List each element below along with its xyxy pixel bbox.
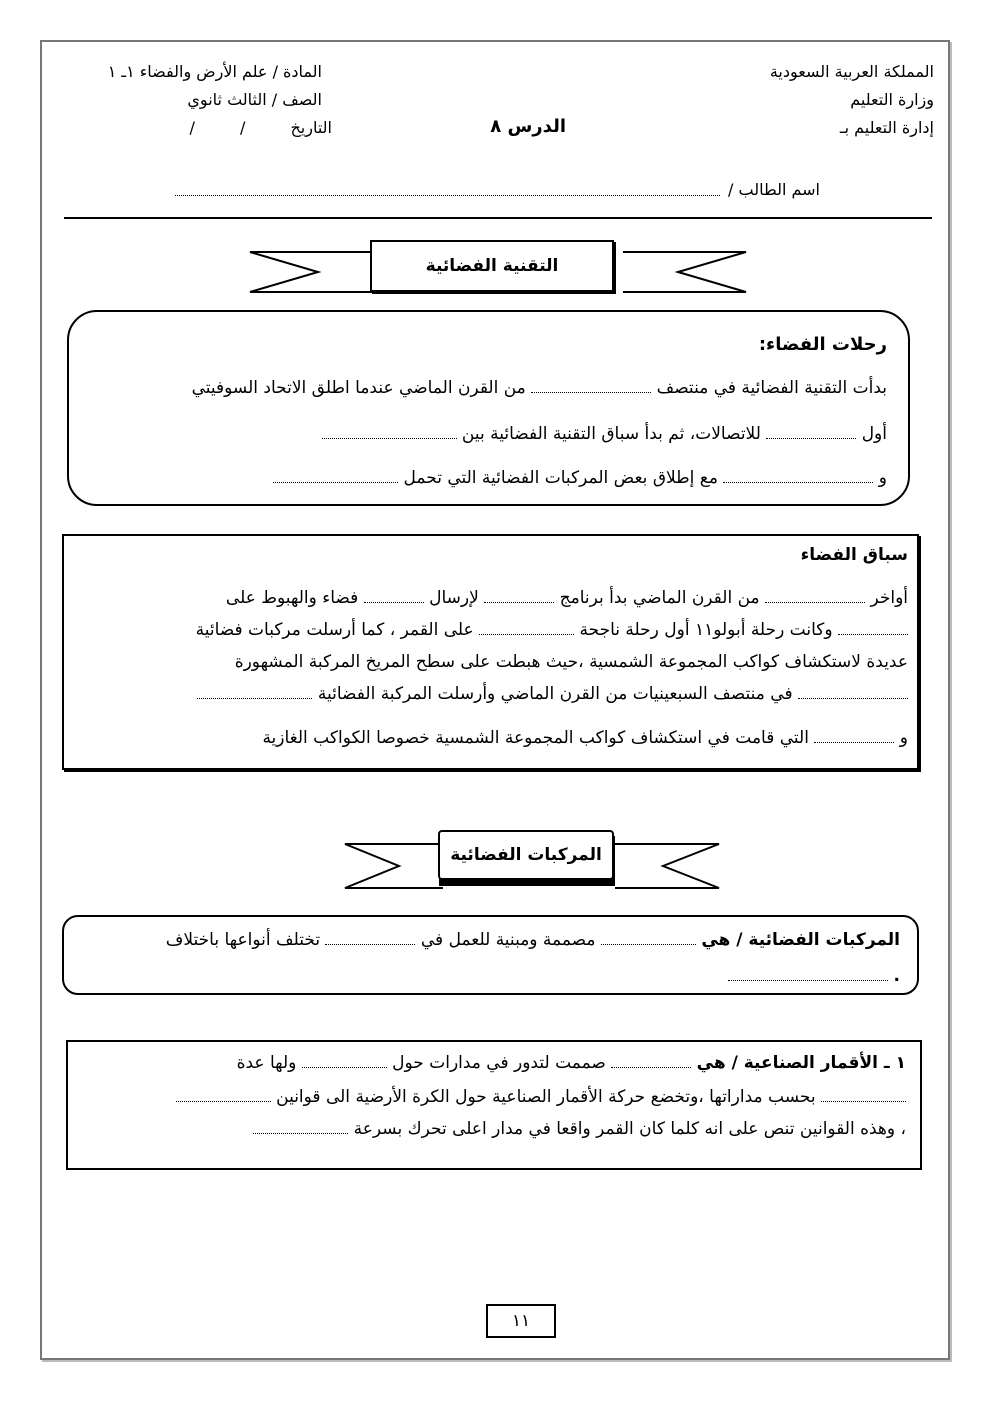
spacecraft-line-1: المركبات الفضائية / هي مصممة ومبنية للعمل في تختلف أنواعها باختلاف bbox=[165, 930, 900, 950]
student-name-field[interactable] bbox=[175, 185, 720, 196]
header-ministry: وزارة التعليم bbox=[850, 90, 934, 109]
banner-title-spacecraft: المركبات الفضائية bbox=[438, 830, 614, 880]
student-name-label: اسم الطالب / bbox=[728, 180, 820, 199]
blank-field[interactable] bbox=[798, 686, 908, 699]
blank-field[interactable] bbox=[531, 380, 651, 393]
spacecraft-line-2: . bbox=[728, 966, 900, 986]
space-trips-heading: رحلات الفضاء: bbox=[758, 334, 887, 355]
satellites-line-2: بحسب مداراتها ،وتخضع حركة الأقمار الصناعية حول الكرة الأرضية الى قوانين bbox=[176, 1087, 906, 1107]
blank-field[interactable] bbox=[723, 470, 873, 483]
blank-field[interactable] bbox=[611, 1055, 691, 1068]
space-trips-line-3: و مع إطلاق بعض المركبات الفضائية التي تحمل bbox=[273, 468, 887, 488]
blank-field[interactable] bbox=[479, 622, 574, 635]
blank-field[interactable] bbox=[302, 1055, 387, 1068]
blank-field[interactable] bbox=[325, 932, 415, 945]
blank-field[interactable] bbox=[364, 590, 424, 603]
blank-field[interactable] bbox=[322, 426, 457, 439]
blank-field[interactable] bbox=[176, 1089, 271, 1102]
page-number: ١١ bbox=[486, 1304, 556, 1338]
blank-field[interactable] bbox=[728, 968, 888, 981]
header-date: التاريخ / / bbox=[189, 118, 332, 137]
space-race-line-3: عديدة لاستكشاف كواكب المجموعة الشمسية ،حيث هبطت على سطح المريخ المركبة المشهورة bbox=[234, 652, 908, 672]
blank-field[interactable] bbox=[197, 686, 312, 699]
blank-field[interactable] bbox=[814, 730, 894, 743]
space-trips-line-2: أول للاتصالات، ثم بدأ سباق التقنية الفضائية بين bbox=[322, 424, 887, 444]
header-subject: المادة / علم الأرض والفضاء ١ـ ١ bbox=[107, 62, 322, 81]
space-race-line-4: في منتصف السبعينيات من القرن الماضي وأرسلت المركبة الفضائية bbox=[197, 684, 908, 704]
blank-field[interactable] bbox=[273, 470, 398, 483]
blank-field[interactable] bbox=[838, 622, 908, 635]
space-race-heading: سباق الفضاء bbox=[800, 545, 908, 565]
space-race-line-1: أواخر من القرن الماضي بدأ برنامج لإرسال فضاء والهبوط على bbox=[225, 588, 908, 608]
space-race-line-5: و التي قامت في استكشاف كواكب المجموعة الشمسية خصوصا الكواكب الغازية bbox=[262, 728, 908, 748]
header-grade: الصف / الثالث ثانوي bbox=[187, 90, 322, 109]
satellites-line-3: ، وهذه القوانين تنص على انه كلما كان القمر واقعا في مدار اعلى تحرك بسرعة bbox=[253, 1119, 906, 1139]
header-country: المملكة العربية السعودية bbox=[769, 62, 934, 81]
satellites-line-1: ١ ـ الأقمار الصناعية / هي صممت لتدور في مدارات حول ولها عدة bbox=[236, 1053, 906, 1073]
space-trips-line-1: بدأت التقنية الفضائية في منتصف من القرن الماضي عندما اطلق الاتحاد السوفيتي bbox=[191, 378, 887, 398]
blank-field[interactable] bbox=[821, 1089, 906, 1102]
blank-field[interactable] bbox=[253, 1121, 348, 1134]
header-divider bbox=[64, 217, 932, 219]
banner-title-space-tech: التقنية الفضائية bbox=[370, 240, 614, 292]
blank-field[interactable] bbox=[765, 590, 865, 603]
blank-field[interactable] bbox=[766, 426, 856, 439]
blank-field[interactable] bbox=[601, 932, 696, 945]
header-directorate: إدارة التعليم بـ bbox=[839, 118, 934, 137]
space-race-line-2: وكانت رحلة أبولو١١ أول رحلة ناجحة على القمر ، كما أرسلت مركبات فضائية bbox=[196, 620, 908, 640]
header-lesson: الدرس ٨ bbox=[490, 116, 566, 137]
blank-field[interactable] bbox=[484, 590, 554, 603]
